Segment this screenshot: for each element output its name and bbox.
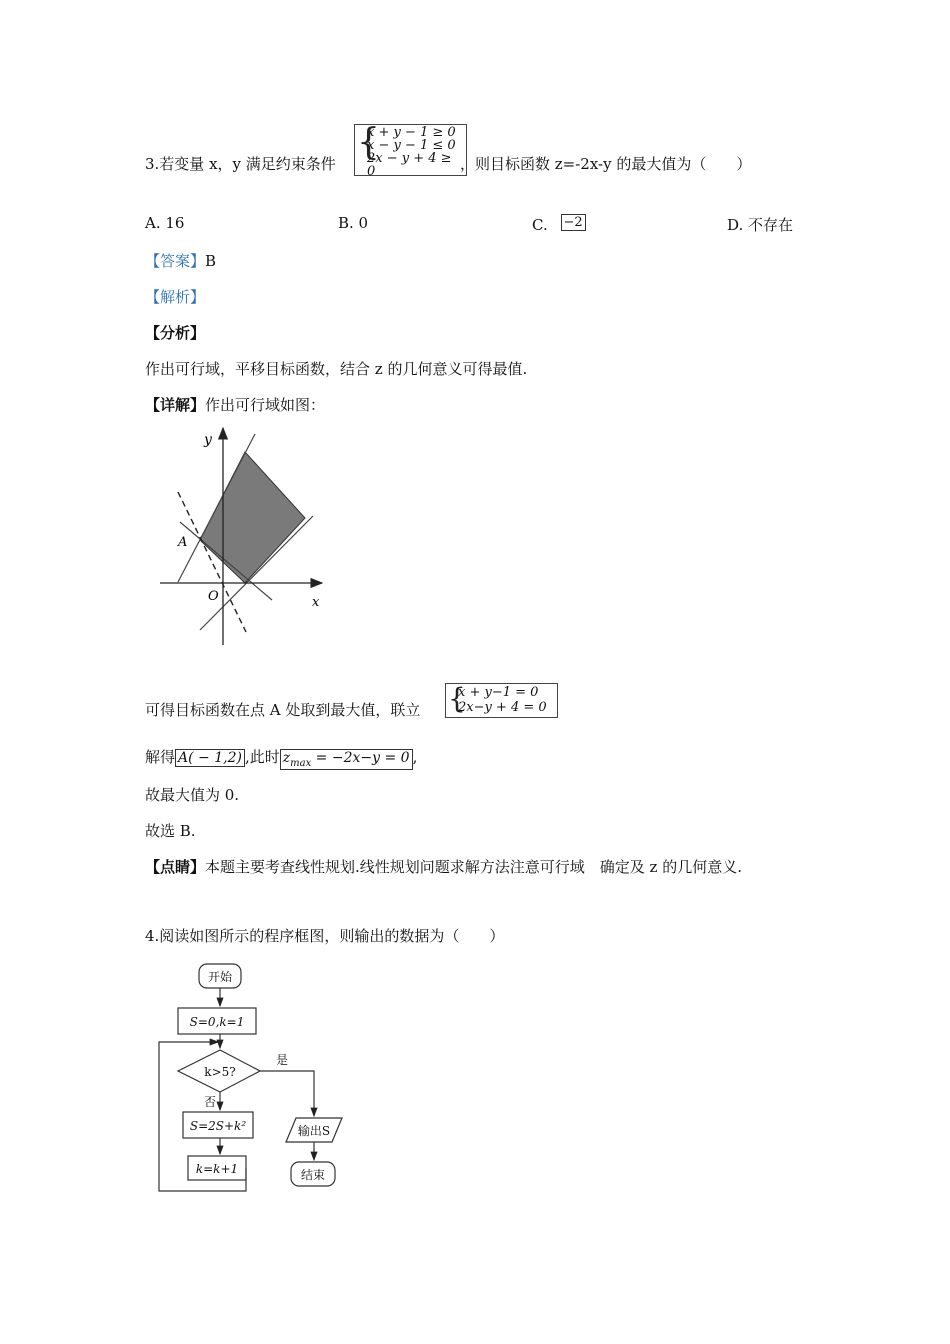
origin-label: O — [208, 589, 219, 604]
constraint-2: x − y − 1 ≤ 0 — [367, 138, 456, 153]
line2-prefix: 解得 — [145, 748, 176, 766]
option-a: A. 16 — [145, 214, 185, 232]
equation-2: 2x−y + 4 = 0 — [458, 700, 547, 715]
program-flowchart — [150, 958, 360, 1198]
dianjing-line — [145, 856, 742, 877]
solution-line-3: 故最大值为 0. — [145, 786, 240, 804]
no-label: 否 — [203, 1095, 217, 1109]
solution-line-2 — [145, 746, 417, 770]
equation-1: x + y−1 = 0 — [458, 685, 539, 700]
feasible-region — [200, 452, 305, 583]
solution-line-4: 故选 B. — [145, 822, 196, 840]
q4-stem: 4.阅读如图所示的程序框图，则输出的数据为（ ） — [145, 927, 505, 945]
q3-solve-system — [445, 683, 558, 718]
option-c-label: C. — [532, 216, 548, 234]
start-label: 开始 — [207, 970, 233, 984]
brace-icon: { — [357, 122, 380, 163]
fenxi-tag: 【分析】 — [145, 324, 206, 342]
answer-line — [145, 250, 216, 271]
init-label: S=0,k=1 — [189, 1015, 245, 1029]
dianjing-text: 本题主要考查线性规划.线性规划问题求解方法注意可行域 确定及 z 的几何意义. — [205, 858, 742, 876]
line2-suffix: , — [412, 748, 418, 766]
detail-text: 作出可行域如图： — [205, 396, 326, 414]
feasible-region-graph — [150, 420, 350, 650]
x-axis-label: x — [312, 595, 320, 610]
update-k-label: k=k+1 — [195, 1162, 239, 1176]
zmax-box — [280, 749, 413, 770]
option-c — [532, 214, 586, 234]
zmax-z: z — [282, 750, 291, 766]
line2-mid: ,此时 — [244, 748, 280, 766]
analysis-tag: 【解析】 — [145, 288, 206, 306]
detail-tag: 【详解】 — [145, 396, 206, 414]
q3-stem-suffix: ，则目标函数 z=-2x-y 的最大值为（ ） — [460, 155, 752, 173]
update-s-label: S=2S+k² — [189, 1119, 247, 1133]
zmax-sub: max — [290, 757, 312, 769]
y-axis-label: y — [204, 432, 212, 448]
option-c-value: −2 — [561, 214, 586, 231]
decision-label: k>5? — [204, 1065, 236, 1079]
answer-tag: 【答案】 — [145, 252, 206, 270]
yes-arrow — [260, 1071, 314, 1116]
point-a-label: A — [178, 535, 188, 550]
fenxi-text: 作出可行域，平移目标函数，结合 z 的几何意义可得最值. — [145, 360, 528, 378]
answer-value: B — [205, 252, 217, 270]
option-b: B. 0 — [338, 214, 369, 232]
end-label: 结束 — [300, 1168, 326, 1182]
constraint-1: x + y − 1 ≥ 0 — [367, 125, 456, 140]
yes-label: 是 — [275, 1053, 289, 1067]
option-d: D. 不存在 — [727, 216, 794, 234]
q3-stem-prefix: 3.若变量 x，y 满足约束条件 — [145, 155, 336, 173]
brace-icon-2: { — [448, 682, 466, 715]
q3-constraint-system — [354, 122, 467, 179]
detail-line — [145, 394, 325, 415]
solution-line-1: 可得目标函数在点 A 处取到最大值，联立 — [145, 701, 421, 719]
constraint-3: 2x − y + 4 ≥ 0 — [367, 151, 452, 179]
point-a-box: A( − 1,2) — [175, 749, 245, 767]
zmax-rest: = −2x−y = 0 — [311, 750, 410, 766]
output-label: 输出S — [297, 1124, 331, 1138]
dianjing-tag: 【点睛】 — [145, 858, 206, 876]
